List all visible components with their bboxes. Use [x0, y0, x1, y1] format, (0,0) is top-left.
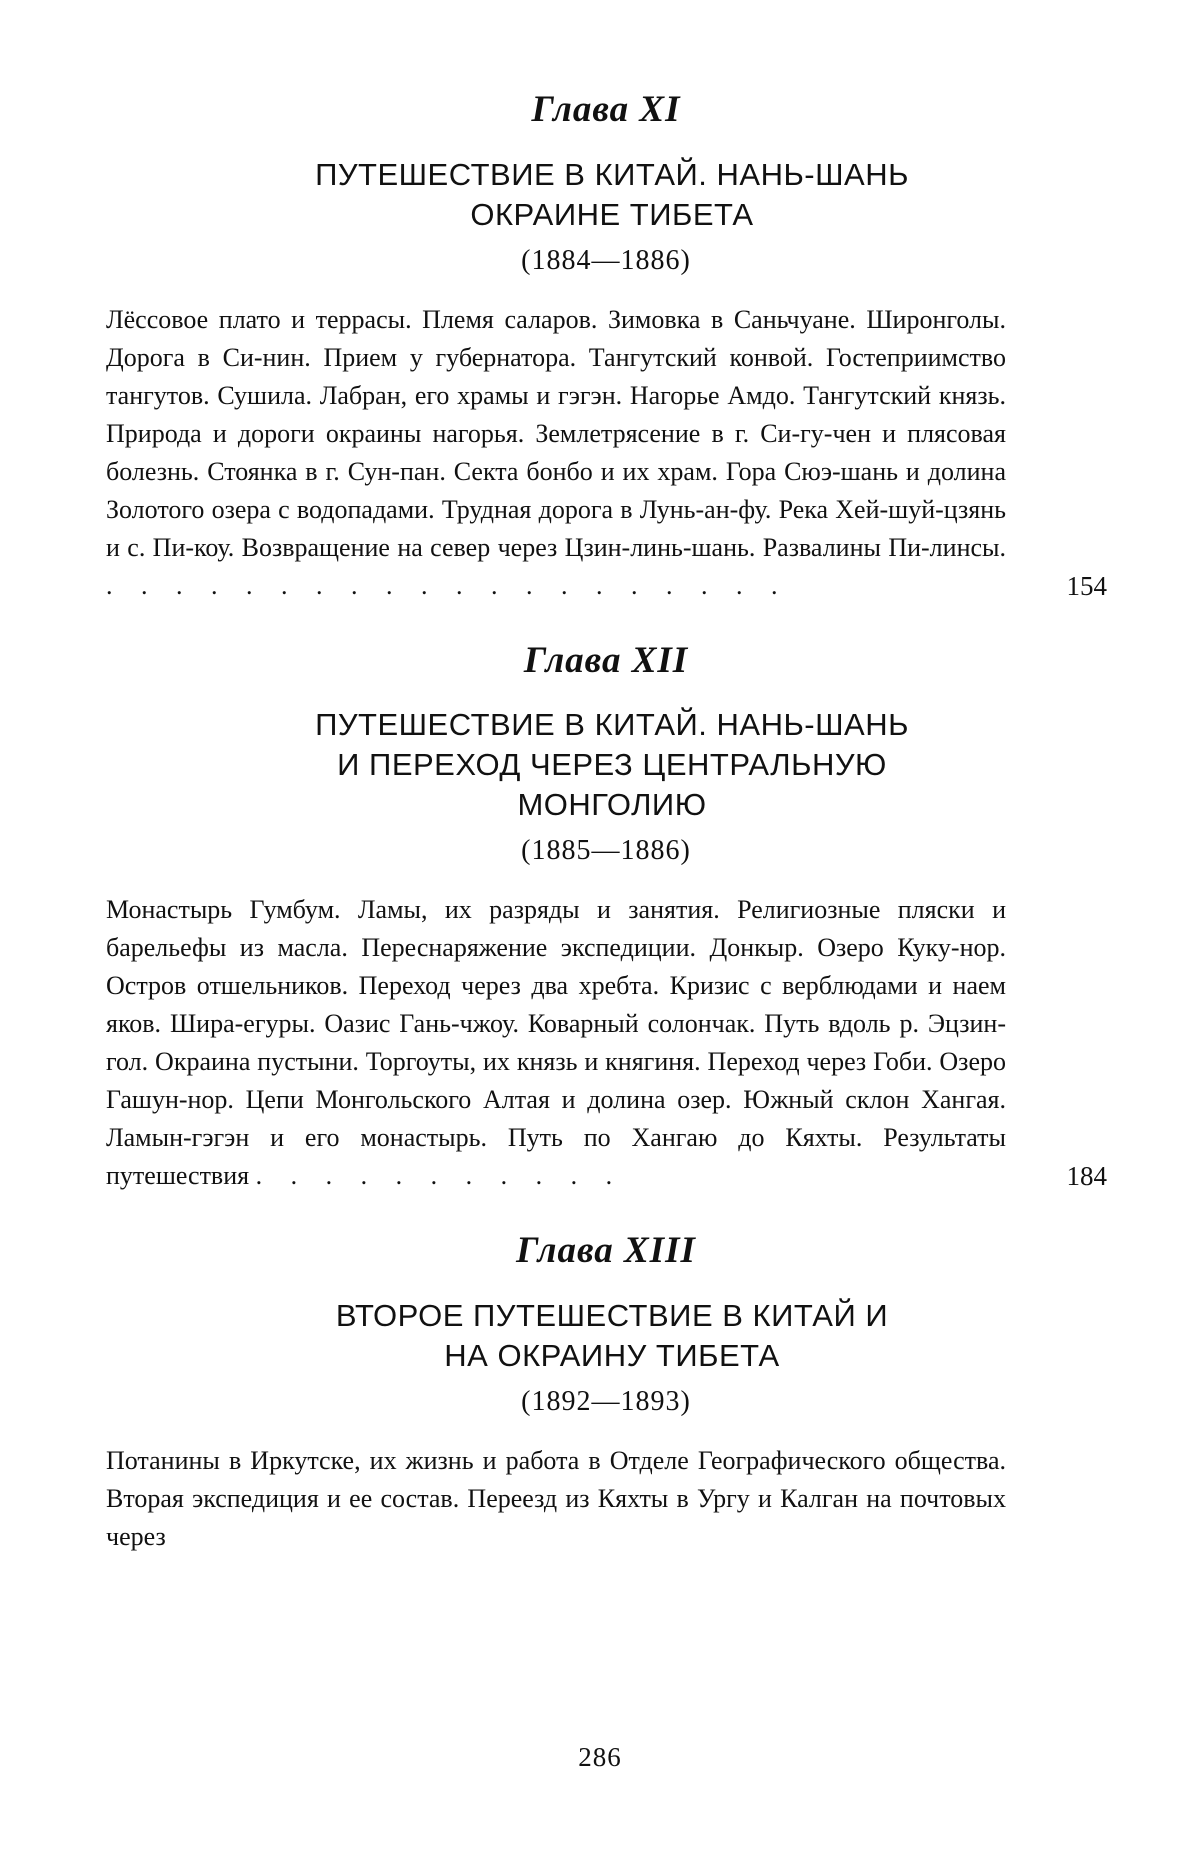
- chapter-heading: Глава XI: [531, 89, 681, 130]
- toc-entry: [106, 301, 1107, 605]
- page-number: 154: [1066, 570, 1107, 601]
- chapter-summary: Лёссовое плато и террасы. Племя саларов. Зимовка в Саньчуане. Широнголы. Дорога в Си-нин. Прием у губернатора. Тангутский конвой. Гостеприимство тангутов. Сушила. Лабран, его храмы и гэгэн. Нагорье Амдо. Тангутский князь. Природа и дороги окраины нагорья. Землетрясение в г. Си-гу-чен и плясовая болезнь. Стоянка в г. Сун-пан. Секта бонбо и их храм. Гора Сюэ-шань и долина Золотого озера с водопадами. Трудная дорога в Лунь-ан-фу. Река Хей-шуй-цзянь и с. Пи-коу. Возвращение на север через Цзин-линь-шань. Развалины Пи-линсы.: [106, 304, 1006, 562]
- chapter-title-line: И ПЕРЕХОД ЧЕРЕЗ ЦЕНТРАЛЬНУЮ: [337, 747, 887, 783]
- page-number: 184: [1066, 1161, 1107, 1192]
- chapter-title-line: НА ОКРАИНУ ТИБЕТА: [444, 1338, 780, 1374]
- toc-entry: [106, 891, 1107, 1195]
- chapter-years: (1885—1886): [521, 835, 691, 867]
- leader-dots: . . . . . . . . . . . . . . . . . . . .: [106, 570, 789, 600]
- chapter-title-line: МОНГОЛИЮ: [517, 787, 707, 823]
- chapter-title-line: ВТОРОЕ ПУТЕШЕСТВИЕ В КИТАЙ И: [335, 1298, 889, 1334]
- chapter-summary: Потанины в Иркутске, их жизнь и работа в Отделе Географического общества. Вторая экспедиция и ее состав. Переезд из Кяхты в Ургу и Калган на почтовых через: [106, 1446, 1006, 1552]
- chapter-title-line: ОКРАИНЕ ТИБЕТА: [470, 196, 754, 232]
- chapter-xi: [106, 90, 1106, 605]
- chapter-heading: Глава XIII: [516, 1230, 696, 1272]
- chapter-title: [106, 155, 1106, 235]
- chapter-title: [106, 1296, 1106, 1376]
- chapter-title-line: ПУТЕШЕСТВИЕ В КИТАЙ. НАНЬ-ШАНЬ: [315, 707, 909, 743]
- leader-dots: . . . . . . . . . . .: [255, 1161, 624, 1191]
- toc-page: [106, 90, 1106, 1556]
- chapter-title-line: ПУТЕШЕСТВИЕ В КИТАЙ. НАНЬ-ШАНЬ: [315, 156, 909, 192]
- chapter-xiii: [106, 1231, 1106, 1556]
- chapter-summary: Монастырь Гумбум. Ламы, их разряды и занятия. Религиозные пляски и барельефы из масла. Переснаряжение экспедиции. Донкыр. Озеро Куку-нор. Остров отшельников. Переход через два хребта. Кризис с верблюдами и наем яков. Шира-егуры. Оазис Гань-чжоу. Коварный солончак. Путь вдоль р. Эцзин-гол. Окраина пустыни. Торгоуты, их князь и княгиня. Переход через Гоби. Озеро Гашун-нор. Цепи Монгольского Алтая и долина озер. Южный склон Хангая. Ламын-гэгэн и его монастырь. Путь по Хангаю до Кяхты. Результаты путешествия: [106, 895, 1006, 1191]
- folio-page-number: 286: [578, 1742, 622, 1772]
- chapter-title: [106, 705, 1106, 825]
- chapter-years: (1884—1886): [521, 244, 691, 276]
- chapter-xii: [106, 641, 1106, 1196]
- toc-entry: [106, 1442, 1006, 1556]
- chapter-years: (1892—1893): [521, 1386, 691, 1418]
- chapter-heading: Глава XII: [523, 639, 689, 681]
